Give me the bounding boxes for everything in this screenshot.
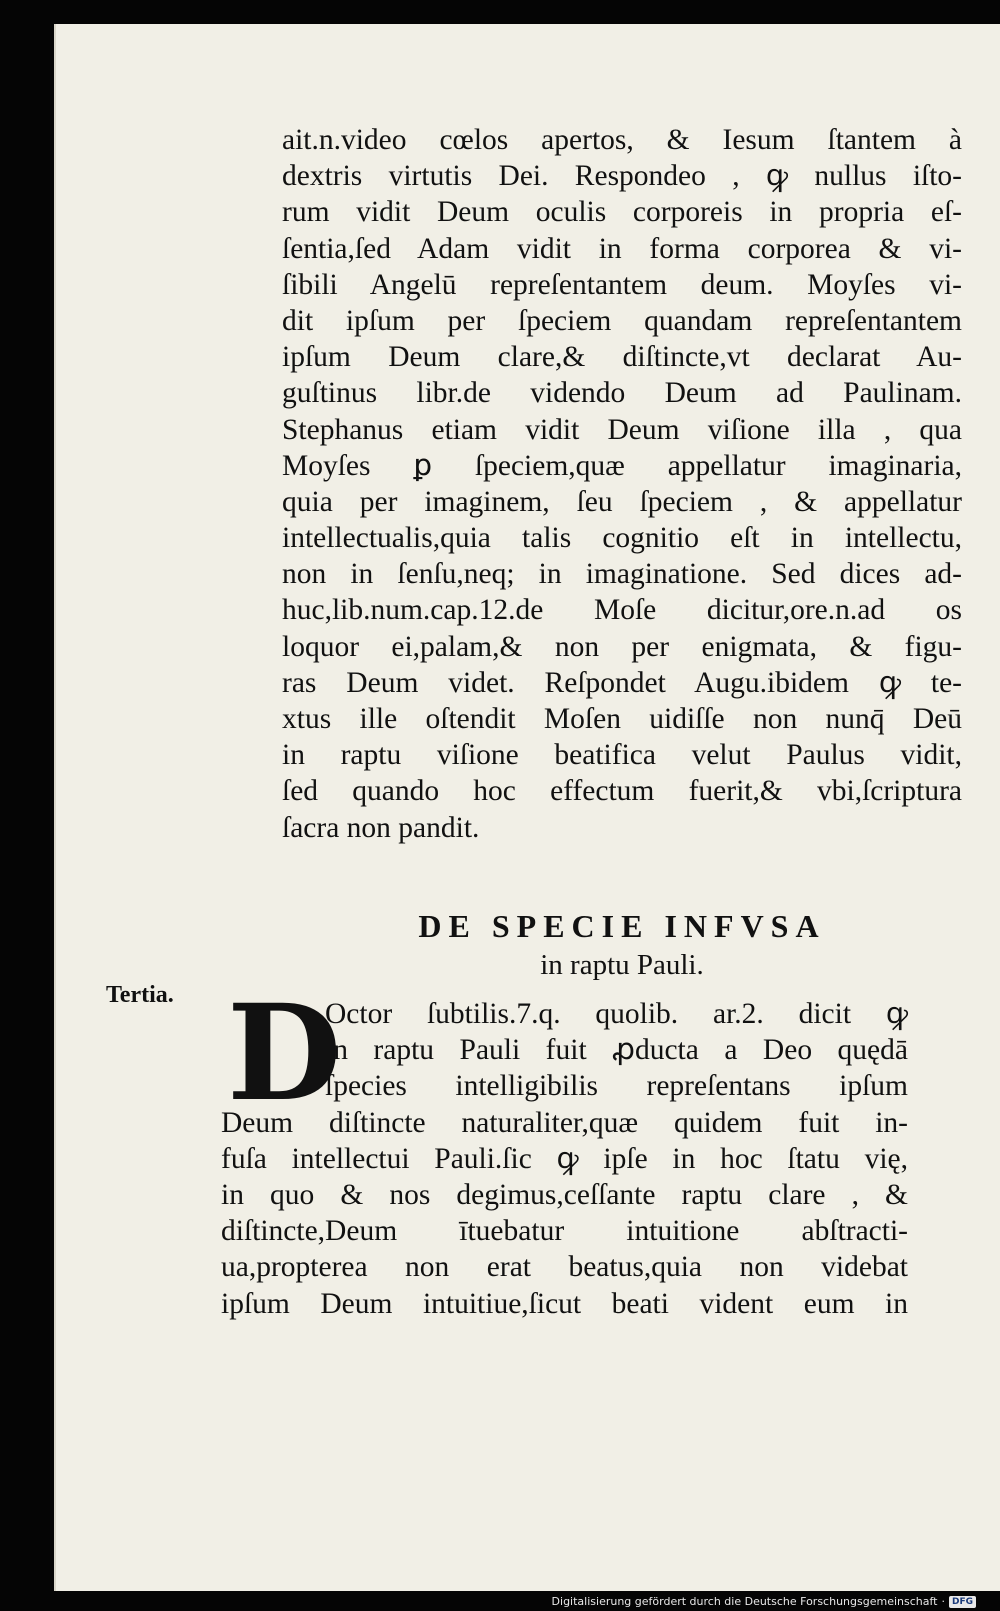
text-line: ſpecies intelligibilis repreſentans ipſum [325,1070,908,1103]
text-line: fuſa intellectui Pauli.ſic ꝙ ipſe in hoc ſtatu vię, [221,1142,908,1175]
text-line: non in ſenſu,neq; in imaginatione. Sed dices ad- [282,558,962,591]
book-page [54,24,1000,1591]
heading-title: DE SPECIE INFVSA [418,908,826,944]
text-line: Octor ſubtilis.7.q. quolib. ar.2. dicit ꝙ [325,998,908,1030]
text-line: xtus ille oſtendit Moſen uidiſſe non nunq̄ Deū [282,703,962,735]
footer-credit: Digitalisierung gefördert durch die Deutsche Forschungsgemeinschaft [551,1595,938,1608]
text-line: intellectualis,quia talis cognitio eſt in intellectu, [282,522,962,555]
section-heading [282,906,962,984]
dfg-logo: DFG [949,1596,976,1608]
text-line: ipſum Deum clare,& diſtincte,vt declarat Au- [282,341,962,374]
text-line: guſtinus libr.de videndo Deum ad Paulinam. [282,377,962,410]
text-line: ua,propterea non erat beatus,quia non videbat [221,1251,908,1284]
heading-subtitle: in raptu Pauli. [540,949,704,981]
text-line: ait.n.video cœlos apertos, & Iesum ſtantem à [282,124,962,156]
body-text-block [282,122,962,846]
text-line: Moyſes ꝑ ſpeciem,quæ appellatur imaginaria, [282,449,962,482]
text-line: diſtincte,Deum ītuebatur intuitione abſtracti- [221,1215,908,1248]
text-line: dextris virtutis Dei. Respondeo , ꝙ nullus iſto- [282,160,962,193]
text-line: in raptu Pauli fuit ꝓducta a Deo quędā [325,1034,908,1067]
text-line: ſentia,ſed Adam vidit in forma corporea & vi- [282,232,962,265]
text-line: ſacra non pandit. [282,811,480,844]
drop-cap: D [227,976,342,1131]
section2-text-block [221,976,908,1322]
text-line: ras Deum videt. Reſpondet Augu.ibidem ꝙ te- [282,666,962,699]
text-line: in quo & nos degimus,ceſſante raptu clare , & [221,1178,908,1211]
text-line: Stephanus etiam vidit Deum viſione illa , qua [282,413,962,446]
text-line: ſed quando hoc effectum fuerit,& vbi,ſcriptura [282,775,962,808]
footer-separator: · [941,1595,945,1608]
text-line: ipſum Deum intuitiue,ſicut beati vident eum in [221,1287,908,1320]
text-line: in raptu viſione beatifica velut Paulus vidit, [282,739,962,772]
text-line: quia per imaginem, ſeu ſpeciem , & appellatur [282,485,962,518]
text-line: ſibili Angelū repreſentantem deum. Moyſes vi- [282,268,962,301]
text-line: huc,lib.num.cap.12.de Moſe dicitur,ore.n.ad os [282,594,962,627]
digitization-footer [552,1595,976,1608]
text-line: Deum diſtincte naturaliter,quæ quidem fuit in- [221,1106,908,1139]
text-line: rum vidit Deum oculis corporeis in propria eſ- [282,196,962,229]
text-line: loquor ei,palam,& non per enigmata, & figu- [282,630,962,663]
marginal-note: Tertia. [106,982,174,1008]
text-line: dit ipſum per ſpeciem quandam repreſentantem [282,304,962,337]
